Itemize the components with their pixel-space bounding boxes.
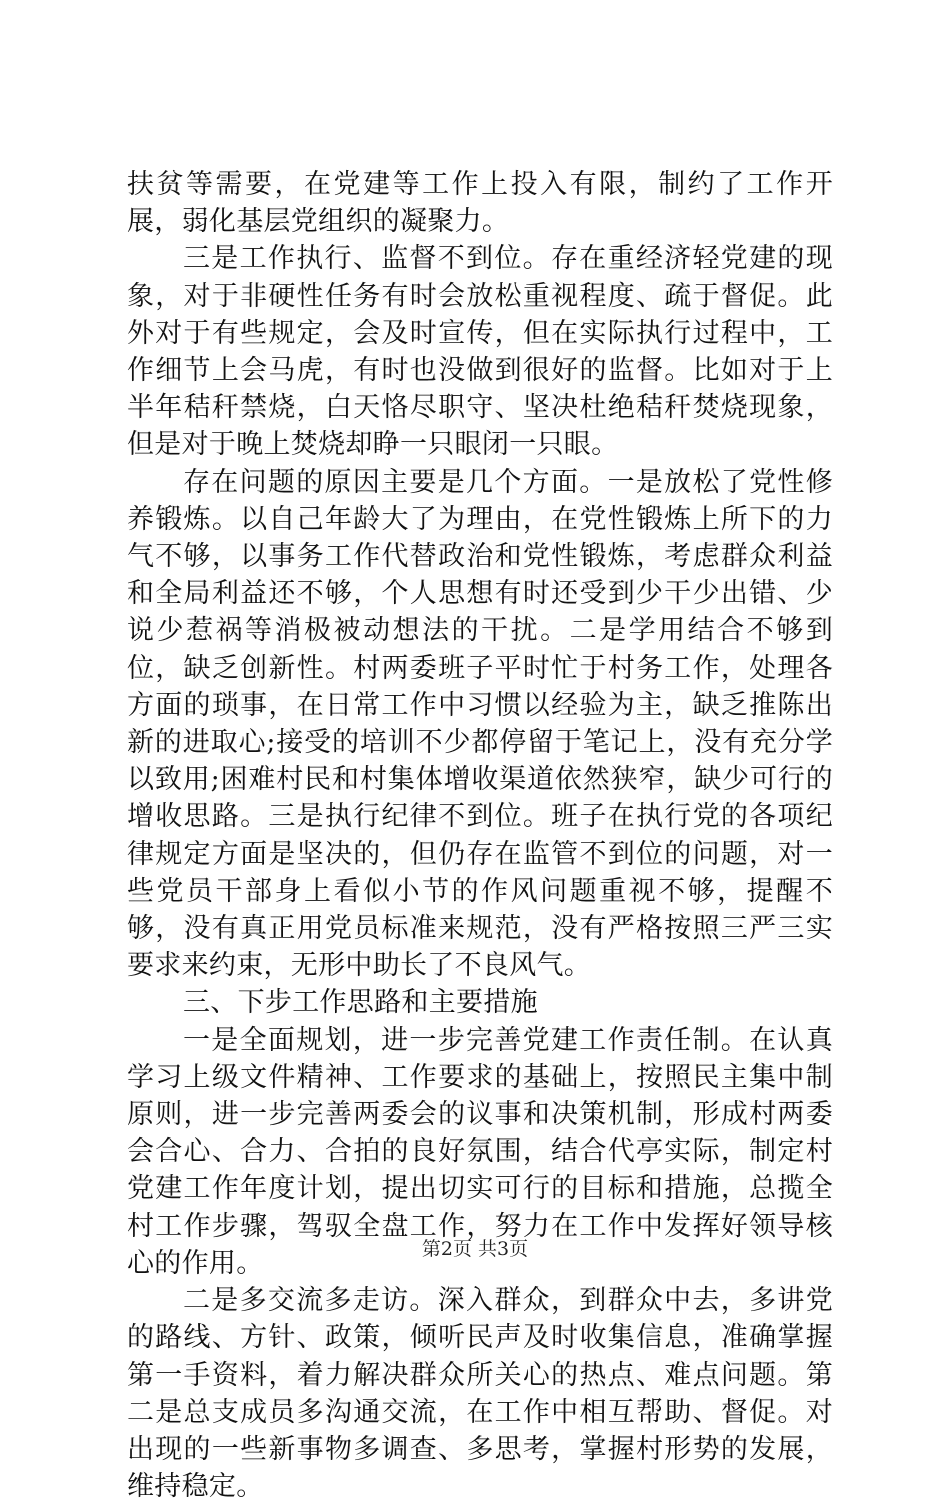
document-body [127,166,833,1505]
section-heading-next-steps: 三、下步工作思路和主要措施 [183,987,538,1019]
paragraph-supervision-issue: 三是工作执行、监督不到位。存在重经济轻党建的现象，对于非硬性任务有时会放松重视程度、疏于督促。此外对于有些规定，会及时宣传，但在实际执行过程中，工作细节上会马虎，有时也没做到很好的监督。比如对于上半年秸秆禁烧，白天恪尽职守、坚决杜绝秸秆焚烧现象，但是对于晚上焚烧却睁一只眼闭一只眼。 [127,243,833,461]
paragraph-overall-planning: 一是全面规划，进一步完善党建工作责任制。在认真学习上级文件精神、工作要求的基础上，按照民主集中制原则，进一步完善两委会的议事和决策机制，形成村两委会合心、合力、合拍的良好氛围，结合代亭实际，制定村党建工作年度计划，提出切实可行的目标和措施，总揽全村工作步骤，驾驭全盘工作，努力在工作中发挥好领导核心的作用。 [127,1024,833,1279]
page-footer [0,1237,950,1261]
paragraph-communication-visits: 二是多交流多走访。深入群众，到群众中去，多讲党的路线、方针、政策，倾听民声及时收集信息，准确掌握第一手资料，着力解决群众所关心的热点、难点问题。第二是总支成员多沟通交流，在工作中相互帮助、督促。对出现的一些新事物多调查、多思考，掌握村形势的发展，维持稳定。 [127,1285,833,1503]
paragraph-problem-causes: 存在问题的原因主要是几个方面。一是放松了党性修养锻炼。以自己年龄大了为理由，在党性锻炼上所下的力气不够，以事务工作代替政治和党性锻炼，考虑群众利益和全局利益还不够，个人思想有时还受到少干少出错、少说少惹祸等消极被动想法的干扰。二是学用结合不够到位，缺乏创新性。村两委班子平时忙于村务工作，处理各方面的琐事，在日常工作中习惯以经验为主，缺乏推陈出新的进取心;接受的培训不少都停留于笔记上，没有充分学以致用;困难村民和村集体增收渠道依然狭窄，缺少可行的增收思路。三是执行纪律不到位。班子在执行党的各项纪律规定方面是坚决的，但仍存在监管不到位的问题，对一些党员干部身上看似小节的作风问题重视不够，提醒不够，没有真正用党员标准来规范，没有严格按照三严三实要求来约束，无形中助长了不良风气。 [127,466,833,982]
page-number-label: 第2页 共3页 [421,1238,529,1260]
paragraph-continuation: 扶贫等需要，在党建等工作上投入有限，制约了工作开展，弱化基层党组织的凝聚力。 [127,169,833,238]
